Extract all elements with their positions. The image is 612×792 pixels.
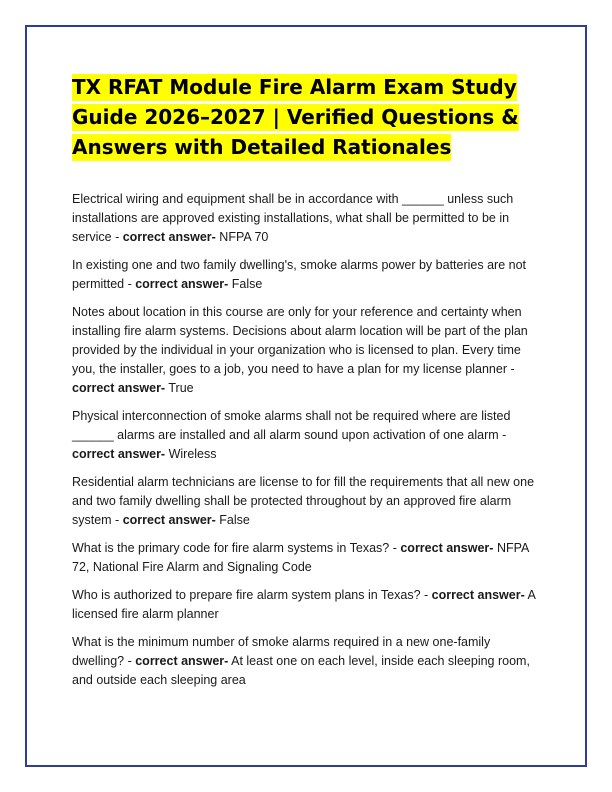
question-text: Notes about location in this course are only for your reference and certainty when installing fire alarm systems. Decisions about alarm location will be part of the plan provided by the individual in your organization who is licensed to plan. Every time you, the installer, goes to a job, you need to have a plan for my license planner - — [72, 305, 528, 376]
answer-label: correct answer- — [431, 588, 525, 602]
answer-text: A licensed fire alarm planner — [72, 588, 536, 621]
answer-label: correct answer- — [400, 541, 494, 555]
question-text: Physical interconnection of smoke alarms shall not be required where are listed ______ alarms are installed and all alarm sound upon activation of one alarm - — [72, 409, 511, 442]
answer-text: True — [165, 381, 194, 395]
document-title — [72, 72, 542, 162]
question-text: Who is authorized to prepare fire alarm system plans in Texas? - — [72, 588, 432, 602]
document-body — [72, 72, 542, 699]
title-highlight: TX RFAT Module Fire Alarm Exam Study Guide 2026–2027 | Verified Questions & Answers with Detailed Rationales — [72, 75, 519, 159]
qa-item-6 — [72, 539, 542, 577]
answer-text: NFPA 70 — [215, 230, 269, 244]
answer-text: At least one on each level, inside each sleeping room, and outside each sleeping area — [72, 654, 530, 687]
question-text: Residential alarm technicians are license to for fill the requirements that all new one and two family dwelling shall be protected throughout by an approved fire alarm system - — [72, 475, 535, 527]
answer-text: False — [215, 513, 250, 527]
qa-item-3 — [72, 303, 542, 398]
answer-text: NFPA 72, National Fire Alarm and Signaling Code — [72, 541, 529, 574]
answer-label: correct answer- — [122, 230, 216, 244]
answer-text: False — [228, 277, 263, 291]
question-text: What is the primary code for fire alarm systems in Texas? - — [72, 541, 401, 555]
answer-label: correct answer- — [135, 654, 229, 668]
qa-item-7 — [72, 586, 542, 624]
qa-item-8 — [72, 633, 542, 690]
answer-label: correct answer- — [135, 277, 229, 291]
question-text: In existing one and two family dwelling's, smoke alarms power by batteries are not permitted - — [72, 258, 526, 291]
question-text: What is the minimum number of smoke alarms required in a new one-family dwelling? - — [72, 635, 491, 668]
answer-label: correct answer- — [72, 447, 166, 461]
qa-item-5 — [72, 473, 542, 530]
qa-item-2 — [72, 256, 542, 294]
answer-label: correct answer- — [72, 381, 166, 395]
answer-text: Wireless — [165, 447, 217, 461]
answer-label: correct answer- — [122, 513, 216, 527]
qa-item-4 — [72, 407, 542, 464]
qa-item-1 — [72, 190, 542, 247]
question-text: Electrical wiring and equipment shall be in accordance with ______ unless such installations are approved existing installations, what shall be permitted to be in service - — [72, 192, 514, 244]
